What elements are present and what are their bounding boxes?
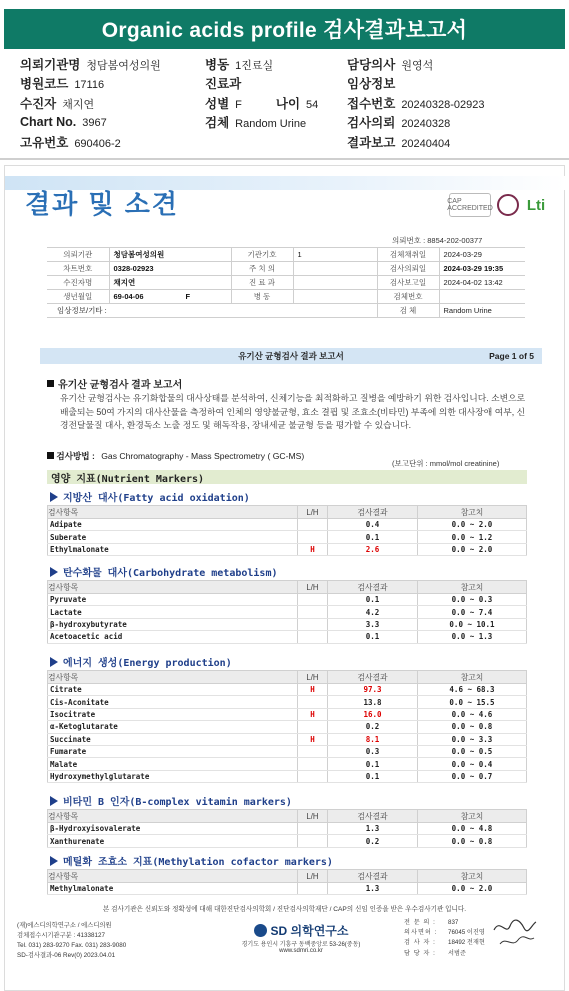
cell-ref: 0.0 ~ 2.0 — [418, 883, 527, 895]
header-field-value: 20240328 — [401, 118, 451, 131]
header-field-label: 진료과 — [205, 77, 242, 92]
header-field-value: 1진료실 — [235, 59, 274, 72]
table-row — [48, 721, 527, 733]
header-field-value: 3967 — [82, 117, 107, 130]
cell-res: 1.3 — [328, 883, 418, 895]
category-heading: 영양 지표(Nutrient Markers) — [47, 470, 527, 484]
cell-lh — [298, 721, 328, 733]
header-field-label: 결과보고 — [347, 135, 396, 150]
signatory-label: 담 당 자 : — [404, 949, 436, 957]
cell-name: Citrate — [48, 684, 298, 696]
header-field — [20, 74, 205, 92]
cell-res: 0.2 — [328, 721, 418, 733]
info-label: 생년월일 — [47, 290, 109, 304]
group-heading — [50, 853, 333, 868]
cell-lh — [298, 883, 328, 895]
cell-res: 0.1 — [328, 594, 418, 606]
report-title: 유기산 균형검사 결과 보고서 — [238, 351, 344, 361]
results-table — [47, 505, 527, 556]
cell-lh — [298, 696, 328, 708]
cell-ref: 0.0 ~ 7.4 — [418, 606, 527, 618]
cell-lh — [298, 758, 328, 770]
column-header: 검사항목 — [48, 810, 298, 823]
footer-line: (재)에스디의학연구소 / 에스디의원 — [17, 922, 112, 929]
cell-lh — [298, 606, 328, 618]
info-value — [109, 290, 231, 304]
header-field — [20, 94, 205, 112]
group-heading — [50, 489, 250, 504]
footer-line: Tel. 031) 283-9270 Fax. 031) 283-9080 — [17, 942, 127, 949]
group-heading — [50, 793, 292, 808]
cell-res: 0.1 — [328, 758, 418, 770]
cell-lh — [298, 618, 328, 630]
cell-lh — [298, 594, 328, 606]
header-field-label: 나이 — [275, 96, 301, 111]
column-header: 검사결과 — [328, 581, 418, 594]
seal-logo-icon — [497, 194, 519, 216]
info-value: 1 — [293, 248, 377, 262]
cell-lh: H — [298, 543, 328, 555]
cell-lh: H — [298, 733, 328, 745]
accreditation-logos — [449, 193, 547, 217]
cell-lh — [298, 770, 328, 782]
cell-lh — [298, 631, 328, 643]
cell-res: 0.4 — [328, 519, 418, 531]
sex-value: F — [185, 292, 191, 301]
info-value: 청담봄여성의원 — [109, 248, 231, 262]
column-header: 검사결과 — [328, 671, 418, 684]
method-value: Gas Chromatography - Mass Spectrometry ( GC-MS) — [101, 451, 305, 461]
intro-text: 유기산 균형검사는 유기화합물의 대사상태를 분석하여, 신체기능을 최적화하고 질병을 예방하기 위한 검사입니다. 소변으로 배출되는 50여 가지의 대사산물을 측정하여 인체의 영양불균형, 효소 결핍 및 조효소(비타민) 부족에 의한 대사장애 여부, 신경전달물질 대사, 환경독소 노출 정도 및 해독작용, 장내세균 불균형 등을 평가할 수 있습니다. — [60, 393, 526, 431]
cell-name: Ethylmalonate — [48, 543, 298, 555]
results-table — [47, 580, 527, 644]
cell-res: 0.1 — [328, 531, 418, 543]
cell-ref: 0.0 ~ 0.7 — [418, 770, 527, 782]
divider — [0, 158, 569, 160]
header-row — [20, 54, 560, 74]
header-field-value: 채지연 — [62, 98, 95, 111]
info-label: 차트번호 — [47, 262, 109, 276]
info-value — [293, 262, 377, 276]
table-row — [48, 606, 527, 618]
cell-ref: 0.0 ~ 0.8 — [418, 721, 527, 733]
square-bullet-icon — [47, 380, 54, 387]
column-header: 참고치 — [418, 810, 527, 823]
info-value — [293, 290, 377, 304]
info-value: 2024-03-29 — [439, 248, 525, 262]
header-field — [347, 94, 560, 112]
header-field-label: 병동 — [205, 57, 230, 72]
header-field — [205, 113, 347, 131]
info-label: 검체채취일 — [377, 248, 439, 262]
cell-lh: H — [298, 708, 328, 720]
cell-lh — [298, 823, 328, 835]
cell-name: Adipate — [48, 519, 298, 531]
signatory-label: 의사면허 : — [404, 929, 438, 937]
table-row — [48, 708, 527, 720]
cell-name: Succinate — [48, 733, 298, 745]
column-header: L/H — [298, 581, 328, 594]
cell-name: Acetoacetic acid — [48, 631, 298, 643]
cell-res: 13.8 — [328, 696, 418, 708]
group-title: 비타민 B 인자(B-complex vitamin markers) — [63, 797, 292, 808]
cell-ref: 0.0 ~ 0.5 — [418, 745, 527, 757]
table-row — [48, 684, 527, 696]
footer-line: SD-검사결과-06 Rev(0) 2023.04.01 — [17, 952, 116, 959]
column-header: 검사항목 — [48, 870, 298, 883]
column-header: 검사결과 — [328, 506, 418, 519]
brand-name: SD 의학연구소 — [270, 924, 349, 938]
header-field — [20, 133, 205, 151]
info-label: 검 체 — [377, 304, 439, 318]
results-table — [47, 809, 527, 848]
triangle-bullet-icon — [50, 657, 58, 667]
cell-name: Pyruvate — [48, 594, 298, 606]
cell-name: β-Hydroxyisovalerate — [48, 823, 298, 835]
table-row — [48, 531, 527, 543]
cell-ref: 0.0 ~ 0.3 — [418, 594, 527, 606]
column-header: L/H — [298, 671, 328, 684]
cell-name: α-Ketoglutarate — [48, 721, 298, 733]
cell-res: 0.1 — [328, 631, 418, 643]
info-value: 2024-03-29 19:35 — [439, 262, 525, 276]
info-value: 채지연 — [109, 276, 231, 290]
signatory-value: 76045 이진영 — [448, 929, 485, 937]
header-field — [205, 94, 347, 112]
table-row — [48, 770, 527, 782]
cell-lh — [298, 835, 328, 847]
footer-note: 본 검사기관은 신뢰도와 정확성에 대해 대한진단검사의학회 / 진단검사의학재단 / CAP의 신임 인증을 받은 우수검사기관 입니다. — [102, 906, 467, 913]
cell-ref: 0.0 ~ 1.2 — [418, 531, 527, 543]
header-field-value: 원영석 — [401, 59, 434, 72]
cell-res: 97.3 — [328, 684, 418, 696]
header-field-label: 성별 — [205, 96, 230, 111]
page-indicator: Page 1 of 5 — [489, 351, 534, 361]
cell-res: 3.3 — [328, 618, 418, 630]
cell-lh — [298, 531, 328, 543]
cell-ref: 0.0 ~ 2.0 — [418, 519, 527, 531]
info-label: 검사의뢰일 — [377, 262, 439, 276]
signature-icon — [490, 914, 538, 950]
header-field-value: 690406-2 — [74, 137, 121, 150]
signatory-value: 서범준 — [448, 949, 466, 957]
footer-lab-info — [17, 921, 126, 961]
info-value: Random Urine — [439, 304, 525, 318]
table-row — [48, 543, 527, 555]
column-header: L/H — [298, 810, 328, 823]
cell-name: Isocitrate — [48, 708, 298, 720]
triangle-bullet-icon — [50, 796, 58, 806]
cell-name: Methylmalonate — [48, 883, 298, 895]
header-field-label: 검체 — [205, 116, 230, 131]
header-field-value: Random Urine — [235, 118, 307, 131]
header-field-value: 54 — [306, 98, 319, 111]
table-row — [48, 758, 527, 770]
header-field — [347, 113, 560, 131]
header-field-label: 수진자 — [20, 96, 57, 111]
column-header: 검사결과 — [328, 870, 418, 883]
cell-ref: 0.0 ~ 4.6 — [418, 708, 527, 720]
table-row — [48, 745, 527, 757]
header-field-value: F — [235, 98, 242, 111]
signatory-label: 전 문 의 : — [404, 919, 436, 926]
cell-res: 1.3 — [328, 823, 418, 835]
triangle-bullet-icon — [50, 492, 58, 502]
unit-note: (보고단위 : mmol/mol creatinine) — [392, 459, 500, 468]
header-field — [20, 115, 205, 129]
info-value: 2024-04-02 13:42 — [439, 276, 525, 290]
signatory-value: 18492 전재현 — [448, 939, 485, 947]
section-heading — [47, 376, 182, 391]
page-title: 결과 및 소견 — [25, 189, 180, 219]
info-label: 수진자명 — [47, 276, 109, 290]
cell-res: 16.0 — [328, 708, 418, 720]
header-field-label: 검사의뢰 — [347, 116, 396, 131]
header-field — [205, 55, 347, 73]
header-field-label: 병원코드 — [20, 77, 69, 92]
cell-res: 8.1 — [328, 733, 418, 745]
table-row — [48, 883, 527, 895]
group-title: 지방산 대사(Fatty acid oxidation) — [63, 493, 250, 504]
results-table — [47, 869, 527, 895]
cell-ref: 0.0 ~ 15.5 — [418, 696, 527, 708]
footer-signatories — [404, 918, 485, 959]
info-value: 0328-02923 — [109, 262, 231, 276]
header-field-label: 담당의사 — [347, 57, 396, 72]
request-number: 의뢰번호 : 8854-202-00377 — [392, 236, 483, 245]
signatory-label: 검 사 자 : — [404, 939, 436, 947]
cell-ref: 0.0 ~ 0.4 — [418, 758, 527, 770]
cell-name: Cis-Aconitate — [48, 696, 298, 708]
column-header: 참고치 — [418, 506, 527, 519]
header-field — [347, 55, 560, 73]
triangle-bullet-icon — [50, 856, 58, 866]
group-heading — [50, 564, 278, 579]
column-header: 참고치 — [418, 581, 527, 594]
table-row — [48, 733, 527, 745]
group-title: 에너지 생성(Energy production) — [63, 658, 232, 669]
brand-logo — [231, 922, 371, 939]
header-field-value: 청담봄여성의원 — [86, 59, 161, 72]
cell-ref: 0.0 ~ 1.3 — [418, 631, 527, 643]
cell-name: Fumarate — [48, 745, 298, 757]
header-field-label: 의뢰기관명 — [20, 57, 81, 72]
table-row — [48, 631, 527, 643]
cell-lh: H — [298, 684, 328, 696]
header-field — [20, 55, 205, 73]
cell-lh — [298, 745, 328, 757]
column-header: L/H — [298, 870, 328, 883]
column-header: 검사항목 — [48, 581, 298, 594]
cell-name: Hydroxymethylglutarate — [48, 770, 298, 782]
triangle-bullet-icon — [50, 567, 58, 577]
cell-ref: 4.6 ~ 68.3 — [418, 684, 527, 696]
table-row — [48, 696, 527, 708]
info-label: 의뢰기관 — [47, 248, 109, 262]
signatory-value: 837 — [448, 919, 459, 926]
footer-brand — [231, 922, 371, 954]
column-header: 참고치 — [418, 671, 527, 684]
cell-name: Malate — [48, 758, 298, 770]
square-bullet-icon — [47, 452, 54, 459]
header-field-value: 17116 — [74, 79, 105, 92]
method-label: 검사방법 : — [56, 451, 95, 461]
info-label: 검체번호 — [377, 290, 439, 304]
cell-res: 2.6 — [328, 543, 418, 555]
table-row — [48, 519, 527, 531]
group-title: 메틸화 조효소 지표(Methylation cofactor markers) — [63, 857, 333, 868]
header-field-label: 접수번호 — [347, 96, 396, 111]
report-banner: Organic acids profile 검사결과보고서 — [4, 9, 565, 49]
results-table — [47, 670, 527, 783]
table-row — [48, 823, 527, 835]
column-header: L/H — [298, 506, 328, 519]
patient-info-table — [47, 247, 525, 318]
cell-ref: 0.0 ~ 0.8 — [418, 835, 527, 847]
header-field-label: 임상정보 — [347, 77, 396, 92]
section-heading-text: 유기산 균형검사 결과 보고서 — [58, 380, 183, 391]
info-label: 검사보고일 — [377, 276, 439, 290]
header-field-value: 20240328-02923 — [401, 98, 485, 111]
cell-res: 0.1 — [328, 770, 418, 782]
cap-logo-icon: CAP ACCREDITED — [449, 193, 491, 217]
cell-ref: 0.0 ~ 3.3 — [418, 733, 527, 745]
header-field — [205, 74, 347, 92]
header-field — [347, 74, 560, 92]
info-value — [439, 290, 525, 304]
birth-date: 69-04-06 — [113, 292, 144, 301]
cell-res: 0.3 — [328, 745, 418, 757]
info-label: 병 동 — [231, 290, 293, 304]
column-header: 검사항목 — [48, 671, 298, 684]
cell-name: Lactate — [48, 606, 298, 618]
cell-name: Suberate — [48, 531, 298, 543]
info-value — [293, 276, 377, 290]
header-row — [20, 113, 560, 133]
header-field-value: 20240404 — [401, 137, 451, 150]
group-title: 탄수화물 대사(Carbohydrate metabolism) — [63, 568, 278, 579]
header-field-label: 고유번호 — [20, 135, 69, 150]
footer-line: 검체접수시기관구분 : 41338127 — [17, 932, 106, 939]
table-row — [48, 594, 527, 606]
table-row — [48, 618, 527, 630]
cell-res: 4.2 — [328, 606, 418, 618]
group-heading — [50, 654, 232, 669]
column-header: 검사항목 — [48, 506, 298, 519]
header-row — [20, 93, 560, 113]
lti-logo-icon: Lti — [526, 196, 546, 214]
report-title-bar — [40, 348, 542, 364]
info-label: 진 료 과 — [231, 276, 293, 290]
brand-website: www.sdmri.co.kr — [279, 948, 323, 954]
info-label: 임상정보/기타 : — [47, 304, 377, 318]
column-header: 참고치 — [418, 870, 527, 883]
column-header: 검사결과 — [328, 810, 418, 823]
header-row — [20, 74, 560, 94]
cell-ref: 0.0 ~ 10.1 — [418, 618, 527, 630]
cell-name: β-hydroxybutyrate — [48, 618, 298, 630]
info-label: 기관기호 — [231, 248, 293, 262]
cell-res: 0.2 — [328, 835, 418, 847]
cell-ref: 0.0 ~ 2.0 — [418, 543, 527, 555]
cell-name: Xanthurenate — [48, 835, 298, 847]
cell-lh — [298, 519, 328, 531]
header-info — [20, 54, 560, 152]
header-row — [20, 132, 560, 152]
sd-logo-icon — [254, 924, 267, 937]
cell-ref: 0.0 ~ 4.8 — [418, 823, 527, 835]
brand-address: 경기도 용인시 기흥구 동백중앙로 53-26(중동) — [241, 942, 361, 948]
table-row — [48, 835, 527, 847]
header-field — [347, 133, 560, 151]
info-label: 주 치 의 — [231, 262, 293, 276]
header-field-label: Chart No. — [20, 115, 77, 130]
